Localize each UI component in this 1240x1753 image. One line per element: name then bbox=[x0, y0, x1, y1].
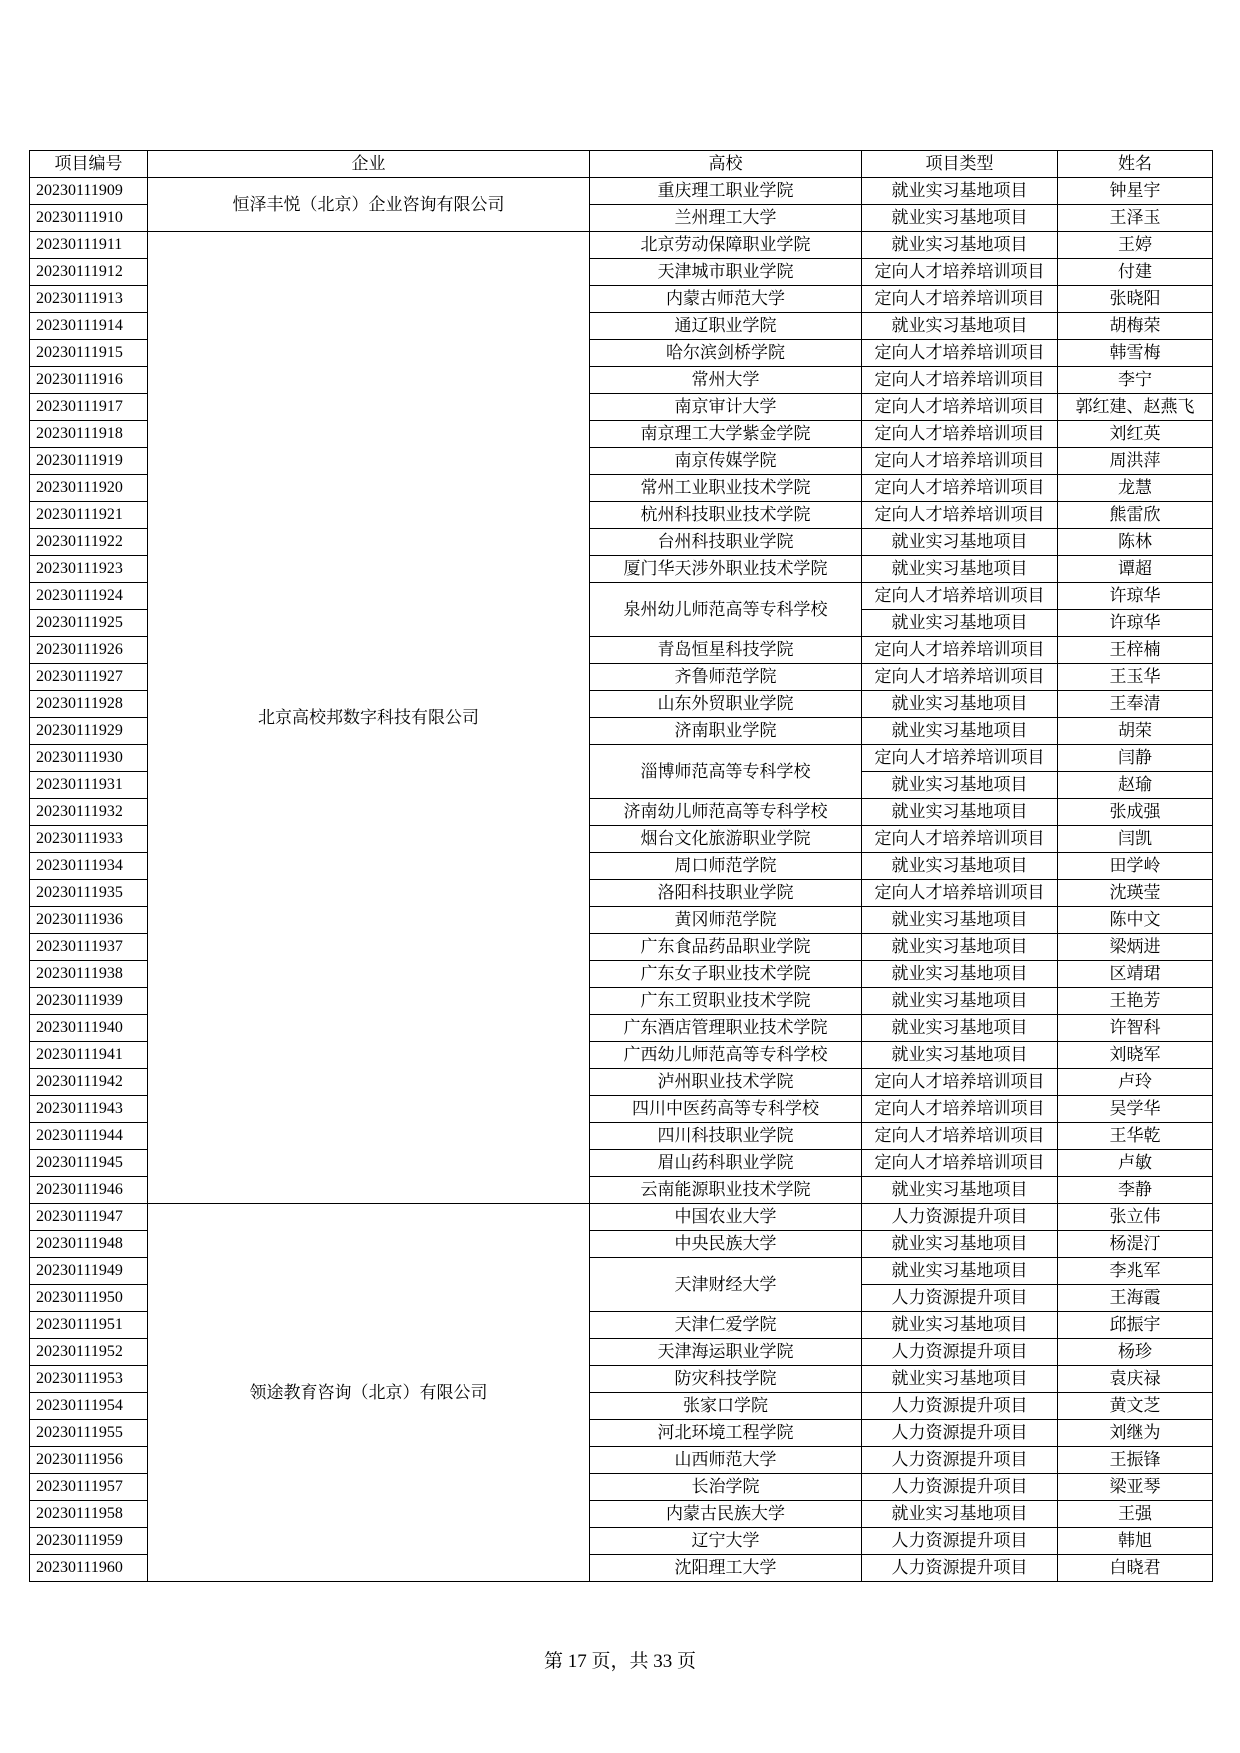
project-id-cell: 20230111920 bbox=[30, 475, 148, 502]
person-name-cell: 闫静 bbox=[1058, 745, 1213, 772]
school-cell: 沈阳理工大学 bbox=[590, 1555, 862, 1582]
school-cell: 厦门华天涉外职业技术学院 bbox=[590, 556, 862, 583]
project-id-cell: 20230111953 bbox=[30, 1366, 148, 1393]
project-id-cell: 20230111943 bbox=[30, 1096, 148, 1123]
project-id-cell: 20230111958 bbox=[30, 1501, 148, 1528]
project-id-cell: 20230111919 bbox=[30, 448, 148, 475]
person-name-cell: 区靖珺 bbox=[1058, 961, 1213, 988]
person-name-cell: 李静 bbox=[1058, 1177, 1213, 1204]
school-cell: 广东酒店管理职业技术学院 bbox=[590, 1015, 862, 1042]
project-id-cell: 20230111935 bbox=[30, 880, 148, 907]
project-id-cell: 20230111955 bbox=[30, 1420, 148, 1447]
project-id-cell: 20230111941 bbox=[30, 1042, 148, 1069]
school-cell: 周口师范学院 bbox=[590, 853, 862, 880]
project-type-cell: 定向人才培养培训项目 bbox=[862, 745, 1058, 772]
company-cell: 恒泽丰悦（北京）企业咨询有限公司 bbox=[148, 178, 590, 232]
project-type-cell: 就业实习基地项目 bbox=[862, 1042, 1058, 1069]
school-cell: 济南幼儿师范高等专科学校 bbox=[590, 799, 862, 826]
school-cell: 内蒙古民族大学 bbox=[590, 1501, 862, 1528]
project-type-cell: 就业实习基地项目 bbox=[862, 772, 1058, 799]
person-name-cell: 王艳芳 bbox=[1058, 988, 1213, 1015]
school-cell: 天津城市职业学院 bbox=[590, 259, 862, 286]
project-type-cell: 就业实习基地项目 bbox=[862, 799, 1058, 826]
school-cell: 重庆理工职业学院 bbox=[590, 178, 862, 205]
person-name-cell: 王梓楠 bbox=[1058, 637, 1213, 664]
project-id-cell: 20230111938 bbox=[30, 961, 148, 988]
school-cell: 泸州职业技术学院 bbox=[590, 1069, 862, 1096]
person-name-cell: 谭超 bbox=[1058, 556, 1213, 583]
school-cell: 四川中医药高等专科学校 bbox=[590, 1096, 862, 1123]
school-cell: 广西幼儿师范高等专科学校 bbox=[590, 1042, 862, 1069]
school-cell: 山西师范大学 bbox=[590, 1447, 862, 1474]
project-type-cell: 定向人才培养培训项目 bbox=[862, 664, 1058, 691]
project-id-cell: 20230111911 bbox=[30, 232, 148, 259]
project-id-cell: 20230111924 bbox=[30, 583, 148, 610]
person-name-cell: 白晓君 bbox=[1058, 1555, 1213, 1582]
project-id-cell: 20230111956 bbox=[30, 1447, 148, 1474]
school-cell: 烟台文化旅游职业学院 bbox=[590, 826, 862, 853]
project-type-cell: 定向人才培养培训项目 bbox=[862, 637, 1058, 664]
project-id-cell: 20230111909 bbox=[30, 178, 148, 205]
project-type-cell: 就业实习基地项目 bbox=[862, 961, 1058, 988]
school-cell: 常州工业职业技术学院 bbox=[590, 475, 862, 502]
project-id-cell: 20230111917 bbox=[30, 394, 148, 421]
project-type-cell: 就业实习基地项目 bbox=[862, 610, 1058, 637]
project-id-cell: 20230111948 bbox=[30, 1231, 148, 1258]
project-type-cell: 人力资源提升项目 bbox=[862, 1474, 1058, 1501]
school-cell: 广东食品药品职业学院 bbox=[590, 934, 862, 961]
project-type-cell: 定向人才培养培训项目 bbox=[862, 367, 1058, 394]
person-name-cell: 闫凯 bbox=[1058, 826, 1213, 853]
project-id-cell: 20230111933 bbox=[30, 826, 148, 853]
school-cell: 黄冈师范学院 bbox=[590, 907, 862, 934]
project-id-cell: 20230111931 bbox=[30, 772, 148, 799]
school-cell: 内蒙古师范大学 bbox=[590, 286, 862, 313]
person-name-cell: 李宁 bbox=[1058, 367, 1213, 394]
person-name-cell: 李兆军 bbox=[1058, 1258, 1213, 1285]
project-type-cell: 就业实习基地项目 bbox=[862, 1258, 1058, 1285]
company-cell: 领途教育咨询（北京）有限公司 bbox=[148, 1204, 590, 1582]
person-name-cell: 张成强 bbox=[1058, 799, 1213, 826]
project-type-cell: 定向人才培养培训项目 bbox=[862, 421, 1058, 448]
school-cell: 泉州幼儿师范高等专科学校 bbox=[590, 583, 862, 637]
project-id-cell: 20230111913 bbox=[30, 286, 148, 313]
person-name-cell: 王婷 bbox=[1058, 232, 1213, 259]
project-type-cell: 定向人才培养培训项目 bbox=[862, 259, 1058, 286]
header-project-type: 项目类型 bbox=[862, 151, 1058, 178]
project-type-cell: 就业实习基地项目 bbox=[862, 1015, 1058, 1042]
person-name-cell: 王奉清 bbox=[1058, 691, 1213, 718]
project-type-cell: 定向人才培养培训项目 bbox=[862, 826, 1058, 853]
school-cell: 哈尔滨剑桥学院 bbox=[590, 340, 862, 367]
project-type-cell: 定向人才培养培训项目 bbox=[862, 286, 1058, 313]
person-name-cell: 许琼华 bbox=[1058, 583, 1213, 610]
project-type-cell: 定向人才培养培训项目 bbox=[862, 340, 1058, 367]
project-id-cell: 20230111932 bbox=[30, 799, 148, 826]
project-type-cell: 就业实习基地项目 bbox=[862, 1501, 1058, 1528]
project-id-cell: 20230111937 bbox=[30, 934, 148, 961]
school-cell: 天津财经大学 bbox=[590, 1258, 862, 1312]
project-id-cell: 20230111916 bbox=[30, 367, 148, 394]
school-cell: 北京劳动保障职业学院 bbox=[590, 232, 862, 259]
person-name-cell: 许智科 bbox=[1058, 1015, 1213, 1042]
project-id-cell: 20230111946 bbox=[30, 1177, 148, 1204]
project-type-cell: 人力资源提升项目 bbox=[862, 1393, 1058, 1420]
school-cell: 南京审计大学 bbox=[590, 394, 862, 421]
project-type-cell: 就业实习基地项目 bbox=[862, 853, 1058, 880]
project-type-cell: 定向人才培养培训项目 bbox=[862, 394, 1058, 421]
project-type-cell: 就业实习基地项目 bbox=[862, 1312, 1058, 1339]
person-name-cell: 吴学华 bbox=[1058, 1096, 1213, 1123]
person-name-cell: 梁亚琴 bbox=[1058, 1474, 1213, 1501]
project-id-cell: 20230111960 bbox=[30, 1555, 148, 1582]
school-cell: 四川科技职业学院 bbox=[590, 1123, 862, 1150]
table-row bbox=[30, 232, 1213, 259]
person-name-cell: 龙慧 bbox=[1058, 475, 1213, 502]
project-type-cell: 人力资源提升项目 bbox=[862, 1285, 1058, 1312]
project-type-cell: 就业实习基地项目 bbox=[862, 718, 1058, 745]
table-header-row bbox=[30, 151, 1213, 178]
school-cell: 长治学院 bbox=[590, 1474, 862, 1501]
project-id-cell: 20230111921 bbox=[30, 502, 148, 529]
school-cell: 防灾科技学院 bbox=[590, 1366, 862, 1393]
person-name-cell: 黄文芝 bbox=[1058, 1393, 1213, 1420]
project-id-cell: 20230111925 bbox=[30, 610, 148, 637]
table-body bbox=[30, 178, 1213, 1582]
project-id-cell: 20230111942 bbox=[30, 1069, 148, 1096]
project-type-cell: 就业实习基地项目 bbox=[862, 313, 1058, 340]
project-id-cell: 20230111959 bbox=[30, 1528, 148, 1555]
school-cell: 洛阳科技职业学院 bbox=[590, 880, 862, 907]
person-name-cell: 邱振宇 bbox=[1058, 1312, 1213, 1339]
project-id-cell: 20230111910 bbox=[30, 205, 148, 232]
project-id-cell: 20230111949 bbox=[30, 1258, 148, 1285]
person-name-cell: 周洪萍 bbox=[1058, 448, 1213, 475]
project-id-cell: 20230111934 bbox=[30, 853, 148, 880]
school-cell: 常州大学 bbox=[590, 367, 862, 394]
project-id-cell: 20230111939 bbox=[30, 988, 148, 1015]
school-cell: 济南职业学院 bbox=[590, 718, 862, 745]
person-name-cell: 张晓阳 bbox=[1058, 286, 1213, 313]
project-id-cell: 20230111947 bbox=[30, 1204, 148, 1231]
table-row bbox=[30, 178, 1213, 205]
person-name-cell: 王海霞 bbox=[1058, 1285, 1213, 1312]
school-cell: 齐鲁师范学院 bbox=[590, 664, 862, 691]
person-name-cell: 王强 bbox=[1058, 1501, 1213, 1528]
project-type-cell: 就业实习基地项目 bbox=[862, 529, 1058, 556]
person-name-cell: 杨湜汀 bbox=[1058, 1231, 1213, 1258]
person-name-cell: 陈中文 bbox=[1058, 907, 1213, 934]
project-id-cell: 20230111928 bbox=[30, 691, 148, 718]
person-name-cell: 韩旭 bbox=[1058, 1528, 1213, 1555]
project-type-cell: 定向人才培养培训项目 bbox=[862, 583, 1058, 610]
school-cell: 广东工贸职业技术学院 bbox=[590, 988, 862, 1015]
school-cell: 河北环境工程学院 bbox=[590, 1420, 862, 1447]
project-id-cell: 20230111918 bbox=[30, 421, 148, 448]
school-cell: 天津仁爱学院 bbox=[590, 1312, 862, 1339]
school-cell: 兰州理工大学 bbox=[590, 205, 862, 232]
project-type-cell: 定向人才培养培训项目 bbox=[862, 448, 1058, 475]
school-cell: 通辽职业学院 bbox=[590, 313, 862, 340]
project-type-cell: 定向人才培养培训项目 bbox=[862, 475, 1058, 502]
table-row bbox=[30, 1204, 1213, 1231]
project-type-cell: 定向人才培养培训项目 bbox=[862, 880, 1058, 907]
header-name: 姓名 bbox=[1058, 151, 1213, 178]
school-cell: 广东女子职业技术学院 bbox=[590, 961, 862, 988]
project-table bbox=[29, 150, 1213, 1582]
person-name-cell: 许琼华 bbox=[1058, 610, 1213, 637]
header-school: 高校 bbox=[590, 151, 862, 178]
person-name-cell: 王振锋 bbox=[1058, 1447, 1213, 1474]
header-company: 企业 bbox=[148, 151, 590, 178]
school-cell: 南京理工大学紫金学院 bbox=[590, 421, 862, 448]
person-name-cell: 杨珍 bbox=[1058, 1339, 1213, 1366]
project-id-cell: 20230111915 bbox=[30, 340, 148, 367]
person-name-cell: 钟星宇 bbox=[1058, 178, 1213, 205]
person-name-cell: 卢敏 bbox=[1058, 1150, 1213, 1177]
school-cell: 台州科技职业学院 bbox=[590, 529, 862, 556]
person-name-cell: 赵瑜 bbox=[1058, 772, 1213, 799]
project-type-cell: 就业实习基地项目 bbox=[862, 178, 1058, 205]
project-type-cell: 人力资源提升项目 bbox=[862, 1204, 1058, 1231]
project-id-cell: 20230111930 bbox=[30, 745, 148, 772]
project-type-cell: 人力资源提升项目 bbox=[862, 1420, 1058, 1447]
person-name-cell: 王玉华 bbox=[1058, 664, 1213, 691]
project-type-cell: 就业实习基地项目 bbox=[862, 907, 1058, 934]
school-cell: 中央民族大学 bbox=[590, 1231, 862, 1258]
school-cell: 杭州科技职业技术学院 bbox=[590, 502, 862, 529]
school-cell: 张家口学院 bbox=[590, 1393, 862, 1420]
person-name-cell: 卢玲 bbox=[1058, 1069, 1213, 1096]
person-name-cell: 沈瑛莹 bbox=[1058, 880, 1213, 907]
project-id-cell: 20230111952 bbox=[30, 1339, 148, 1366]
project-type-cell: 就业实习基地项目 bbox=[862, 691, 1058, 718]
project-type-cell: 就业实习基地项目 bbox=[862, 988, 1058, 1015]
school-cell: 青岛恒星科技学院 bbox=[590, 637, 862, 664]
project-id-cell: 20230111912 bbox=[30, 259, 148, 286]
project-type-cell: 就业实习基地项目 bbox=[862, 1366, 1058, 1393]
project-id-cell: 20230111944 bbox=[30, 1123, 148, 1150]
person-name-cell: 袁庆禄 bbox=[1058, 1366, 1213, 1393]
project-id-cell: 20230111950 bbox=[30, 1285, 148, 1312]
person-name-cell: 刘晓军 bbox=[1058, 1042, 1213, 1069]
project-id-cell: 20230111957 bbox=[30, 1474, 148, 1501]
person-name-cell: 陈林 bbox=[1058, 529, 1213, 556]
person-name-cell: 郭红建、赵燕飞 bbox=[1058, 394, 1213, 421]
project-id-cell: 20230111923 bbox=[30, 556, 148, 583]
project-id-cell: 20230111936 bbox=[30, 907, 148, 934]
project-type-cell: 定向人才培养培训项目 bbox=[862, 1069, 1058, 1096]
school-cell: 眉山药科职业学院 bbox=[590, 1150, 862, 1177]
person-name-cell: 刘红英 bbox=[1058, 421, 1213, 448]
project-type-cell: 人力资源提升项目 bbox=[862, 1447, 1058, 1474]
project-type-cell: 定向人才培养培训项目 bbox=[862, 1096, 1058, 1123]
school-cell: 淄博师范高等专科学校 bbox=[590, 745, 862, 799]
project-type-cell: 就业实习基地项目 bbox=[862, 205, 1058, 232]
school-cell: 天津海运职业学院 bbox=[590, 1339, 862, 1366]
school-cell: 辽宁大学 bbox=[590, 1528, 862, 1555]
project-type-cell: 定向人才培养培训项目 bbox=[862, 1150, 1058, 1177]
header-project-id: 项目编号 bbox=[30, 151, 148, 178]
project-id-cell: 20230111954 bbox=[30, 1393, 148, 1420]
project-type-cell: 人力资源提升项目 bbox=[862, 1555, 1058, 1582]
project-type-cell: 就业实习基地项目 bbox=[862, 232, 1058, 259]
school-cell: 云南能源职业技术学院 bbox=[590, 1177, 862, 1204]
person-name-cell: 王华乾 bbox=[1058, 1123, 1213, 1150]
person-name-cell: 付建 bbox=[1058, 259, 1213, 286]
project-type-cell: 人力资源提升项目 bbox=[862, 1528, 1058, 1555]
project-type-cell: 就业实习基地项目 bbox=[862, 934, 1058, 961]
project-id-cell: 20230111929 bbox=[30, 718, 148, 745]
project-id-cell: 20230111914 bbox=[30, 313, 148, 340]
project-type-cell: 就业实习基地项目 bbox=[862, 556, 1058, 583]
person-name-cell: 胡梅荣 bbox=[1058, 313, 1213, 340]
person-name-cell: 王泽玉 bbox=[1058, 205, 1213, 232]
project-id-cell: 20230111927 bbox=[30, 664, 148, 691]
person-name-cell: 梁炳进 bbox=[1058, 934, 1213, 961]
page-number: 第 17 页，共 33 页 bbox=[543, 1651, 696, 1672]
project-id-cell: 20230111922 bbox=[30, 529, 148, 556]
project-id-cell: 20230111940 bbox=[30, 1015, 148, 1042]
project-id-cell: 20230111945 bbox=[30, 1150, 148, 1177]
project-type-cell: 定向人才培养培训项目 bbox=[862, 1123, 1058, 1150]
project-type-cell: 就业实习基地项目 bbox=[862, 1231, 1058, 1258]
project-type-cell: 定向人才培养培训项目 bbox=[862, 502, 1058, 529]
project-type-cell: 人力资源提升项目 bbox=[862, 1339, 1058, 1366]
school-cell: 中国农业大学 bbox=[590, 1204, 862, 1231]
person-name-cell: 胡荣 bbox=[1058, 718, 1213, 745]
project-id-cell: 20230111951 bbox=[30, 1312, 148, 1339]
person-name-cell: 熊雷欣 bbox=[1058, 502, 1213, 529]
person-name-cell: 刘继为 bbox=[1058, 1420, 1213, 1447]
school-cell: 山东外贸职业学院 bbox=[590, 691, 862, 718]
project-type-cell: 就业实习基地项目 bbox=[862, 1177, 1058, 1204]
project-id-cell: 20230111926 bbox=[30, 637, 148, 664]
school-cell: 南京传媒学院 bbox=[590, 448, 862, 475]
person-name-cell: 田学岭 bbox=[1058, 853, 1213, 880]
company-cell: 北京高校邦数字科技有限公司 bbox=[148, 232, 590, 1204]
person-name-cell: 韩雪梅 bbox=[1058, 340, 1213, 367]
person-name-cell: 张立伟 bbox=[1058, 1204, 1213, 1231]
